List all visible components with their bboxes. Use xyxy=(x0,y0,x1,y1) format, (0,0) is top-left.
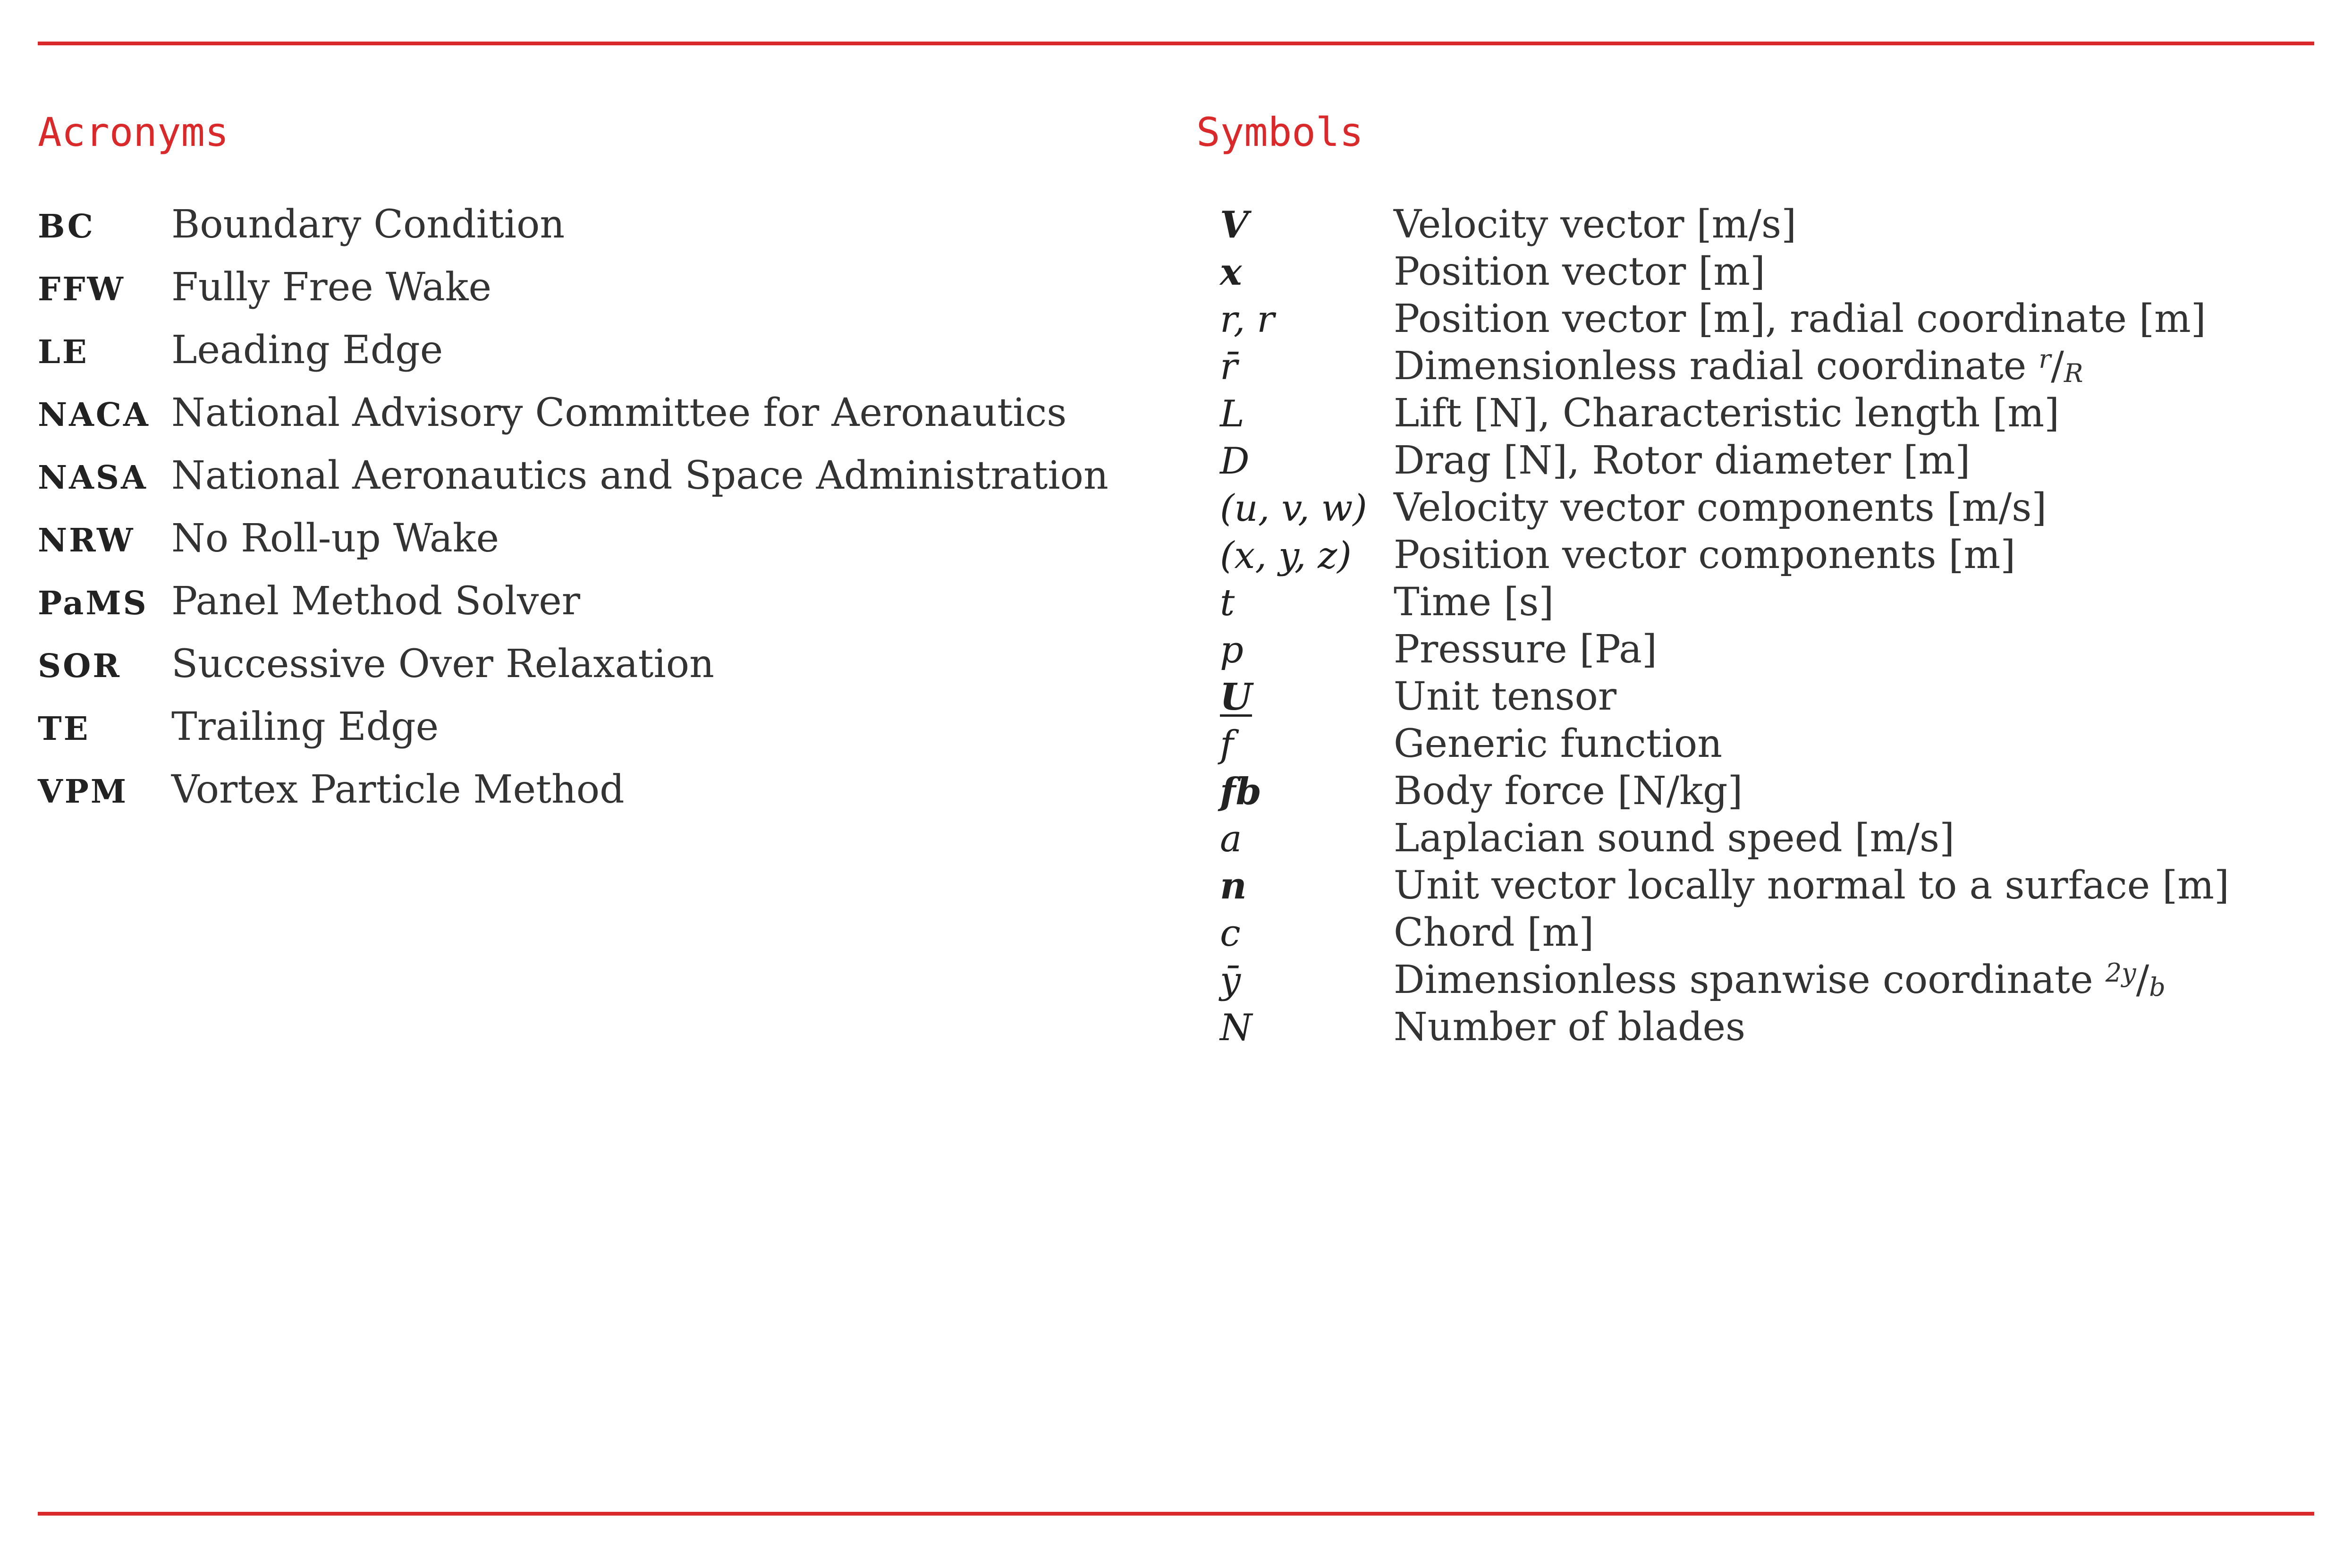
acronym-definition: Leading Edge xyxy=(171,328,443,373)
symbol-text: a xyxy=(1220,818,1242,860)
acronym-abbr: VPM xyxy=(38,773,128,811)
symbols-heading: Symbols xyxy=(1196,109,1364,155)
acronym-definition: Successive Over Relaxation xyxy=(171,642,714,687)
symbol xyxy=(1220,723,1394,766)
symbol-text: N xyxy=(1220,1007,1252,1049)
acronym-definition: No Roll-up Wake xyxy=(171,516,499,561)
symbol xyxy=(1220,203,1394,246)
symbol-definition: Position vector [m] xyxy=(1394,249,1766,294)
acronym-definition: Trailing Edge xyxy=(171,704,439,749)
symbol-item xyxy=(1220,863,2229,910)
symbol-item xyxy=(1220,910,2229,958)
acronym-item xyxy=(38,328,1108,390)
acronym-definition: Vortex Particle Method xyxy=(171,767,625,812)
symbol-definition: Chord [m] xyxy=(1394,910,1594,955)
ratio-denominator: b xyxy=(2149,972,2166,1002)
acronym-abbr: TE xyxy=(38,710,90,748)
symbol-text: r̄ xyxy=(1220,346,1238,388)
symbol-text: (x, y, z) xyxy=(1220,534,1352,577)
symbol-item xyxy=(1220,485,2229,533)
symbol-definition: Generic function xyxy=(1394,721,1723,766)
symbol-definition xyxy=(1394,958,2166,1002)
symbol-text: U xyxy=(1220,676,1252,719)
symbol-item xyxy=(1220,958,2229,1005)
symbol-definition: Position vector components [m] xyxy=(1394,533,2016,577)
symbol-item xyxy=(1220,1005,2229,1052)
symbol xyxy=(1220,1007,1394,1049)
symbol-definition: Pressure [Pa] xyxy=(1394,627,1658,672)
symbol xyxy=(1220,770,1394,813)
ratio-denominator: R xyxy=(2064,358,2083,388)
acronym-definition: National Aeronautics and Space Administration xyxy=(171,453,1108,498)
symbol-text: (u, v, w) xyxy=(1220,487,1367,530)
acronym-abbr: BC xyxy=(38,208,95,246)
acronym-abbr: NRW xyxy=(38,522,135,559)
symbol-item xyxy=(1220,249,2229,297)
symbol-item xyxy=(1220,721,2229,769)
acronym-item xyxy=(38,579,1108,642)
acronym-definition: Fully Free Wake xyxy=(171,265,492,310)
symbol-definition: Lift [N], Characteristic length [m] xyxy=(1394,391,2060,436)
symbol xyxy=(1220,534,1394,577)
acronym-definition: National Advisory Committee for Aeronautics xyxy=(171,390,1067,435)
ratio-slash: / xyxy=(2051,344,2064,389)
symbol-item xyxy=(1220,344,2229,391)
symbol-list xyxy=(1220,202,2229,1052)
acronym-list xyxy=(38,202,1108,830)
symbol-definition: Velocity vector components [m/s] xyxy=(1394,485,2047,530)
symbol xyxy=(1220,393,1394,435)
acronym-item xyxy=(38,453,1108,516)
acronym-abbr: NACA xyxy=(38,396,150,434)
symbol xyxy=(1220,676,1394,719)
symbol-text: x xyxy=(1220,251,1242,294)
symbol-definition: Velocity vector [m/s] xyxy=(1394,202,1797,247)
symbol-definition: Unit tensor xyxy=(1394,674,1617,719)
symbol xyxy=(1220,818,1394,860)
symbol xyxy=(1220,629,1394,671)
acronym-item xyxy=(38,265,1108,328)
symbol-definition-text: Dimensionless spanwise coordinate xyxy=(1394,958,2093,1002)
symbol-definition: Unit vector locally normal to a surface [m] xyxy=(1394,863,2230,908)
symbol-text: fb xyxy=(1220,770,1262,813)
symbol-text: t xyxy=(1220,582,1235,624)
symbol-item xyxy=(1220,297,2229,344)
symbol-item xyxy=(1220,533,2229,580)
acronym-definition: Panel Method Solver xyxy=(171,579,581,624)
symbol-item xyxy=(1220,816,2229,863)
acronym-item xyxy=(38,390,1108,453)
symbol-definition xyxy=(1394,344,2083,389)
symbol-item xyxy=(1220,674,2229,721)
acronym-abbr: FFW xyxy=(38,271,125,308)
symbol xyxy=(1220,912,1394,955)
bottom-rule xyxy=(38,1512,2314,1516)
symbol-definition: Body force [N/kg] xyxy=(1394,769,1743,814)
symbol-text: f xyxy=(1220,723,1234,766)
ratio-numerator: r xyxy=(2039,344,2051,374)
symbol-item xyxy=(1220,202,2229,249)
symbol xyxy=(1220,346,1394,388)
symbol-item xyxy=(1220,769,2229,816)
symbol xyxy=(1220,298,1394,341)
symbol-definition: Time [s] xyxy=(1394,580,1554,625)
symbol-definition: Position vector [m], radial coordinate [m] xyxy=(1394,297,2206,341)
symbol-item xyxy=(1220,391,2229,438)
symbol xyxy=(1220,251,1394,294)
acronym-abbr: NASA xyxy=(38,459,148,497)
symbol-item xyxy=(1220,580,2229,627)
symbol-text: ȳ xyxy=(1220,959,1241,1002)
acronym-item xyxy=(38,516,1108,579)
symbol-text: c xyxy=(1220,912,1241,955)
symbol-text: D xyxy=(1220,440,1250,483)
symbol xyxy=(1220,487,1394,530)
symbol xyxy=(1220,440,1394,483)
symbol-text: L xyxy=(1220,393,1244,435)
symbol-text: p xyxy=(1220,629,1244,671)
acronym-abbr: LE xyxy=(38,333,89,371)
symbol-definition: Drag [N], Rotor diameter [m] xyxy=(1394,438,1971,483)
top-rule xyxy=(38,42,2314,45)
symbol xyxy=(1220,582,1394,624)
symbol-text: V xyxy=(1220,203,1249,246)
symbol-item xyxy=(1220,627,2229,674)
ratio-numerator: 2y xyxy=(2105,958,2136,988)
acronym-item xyxy=(38,767,1108,830)
symbol-definition: Laplacian sound speed [m/s] xyxy=(1394,816,1955,861)
symbol-definition: Number of blades xyxy=(1394,1005,1746,1050)
symbol-text: r, r xyxy=(1220,298,1275,341)
ratio-slash: / xyxy=(2136,958,2149,1002)
acronym-item xyxy=(38,202,1108,265)
acronym-definition: Boundary Condition xyxy=(171,202,565,247)
symbol xyxy=(1220,959,1394,1002)
acronym-abbr: SOR xyxy=(38,647,121,685)
acronyms-heading: Acronyms xyxy=(38,109,229,155)
acronym-item xyxy=(38,642,1108,704)
symbol xyxy=(1220,865,1394,907)
acronym-abbr: PaMS xyxy=(38,585,148,622)
symbol-text: n xyxy=(1220,865,1247,907)
symbol-definition-text: Dimensionless radial coordinate xyxy=(1394,344,2027,389)
symbol-item xyxy=(1220,438,2229,485)
acronym-item xyxy=(38,704,1108,767)
